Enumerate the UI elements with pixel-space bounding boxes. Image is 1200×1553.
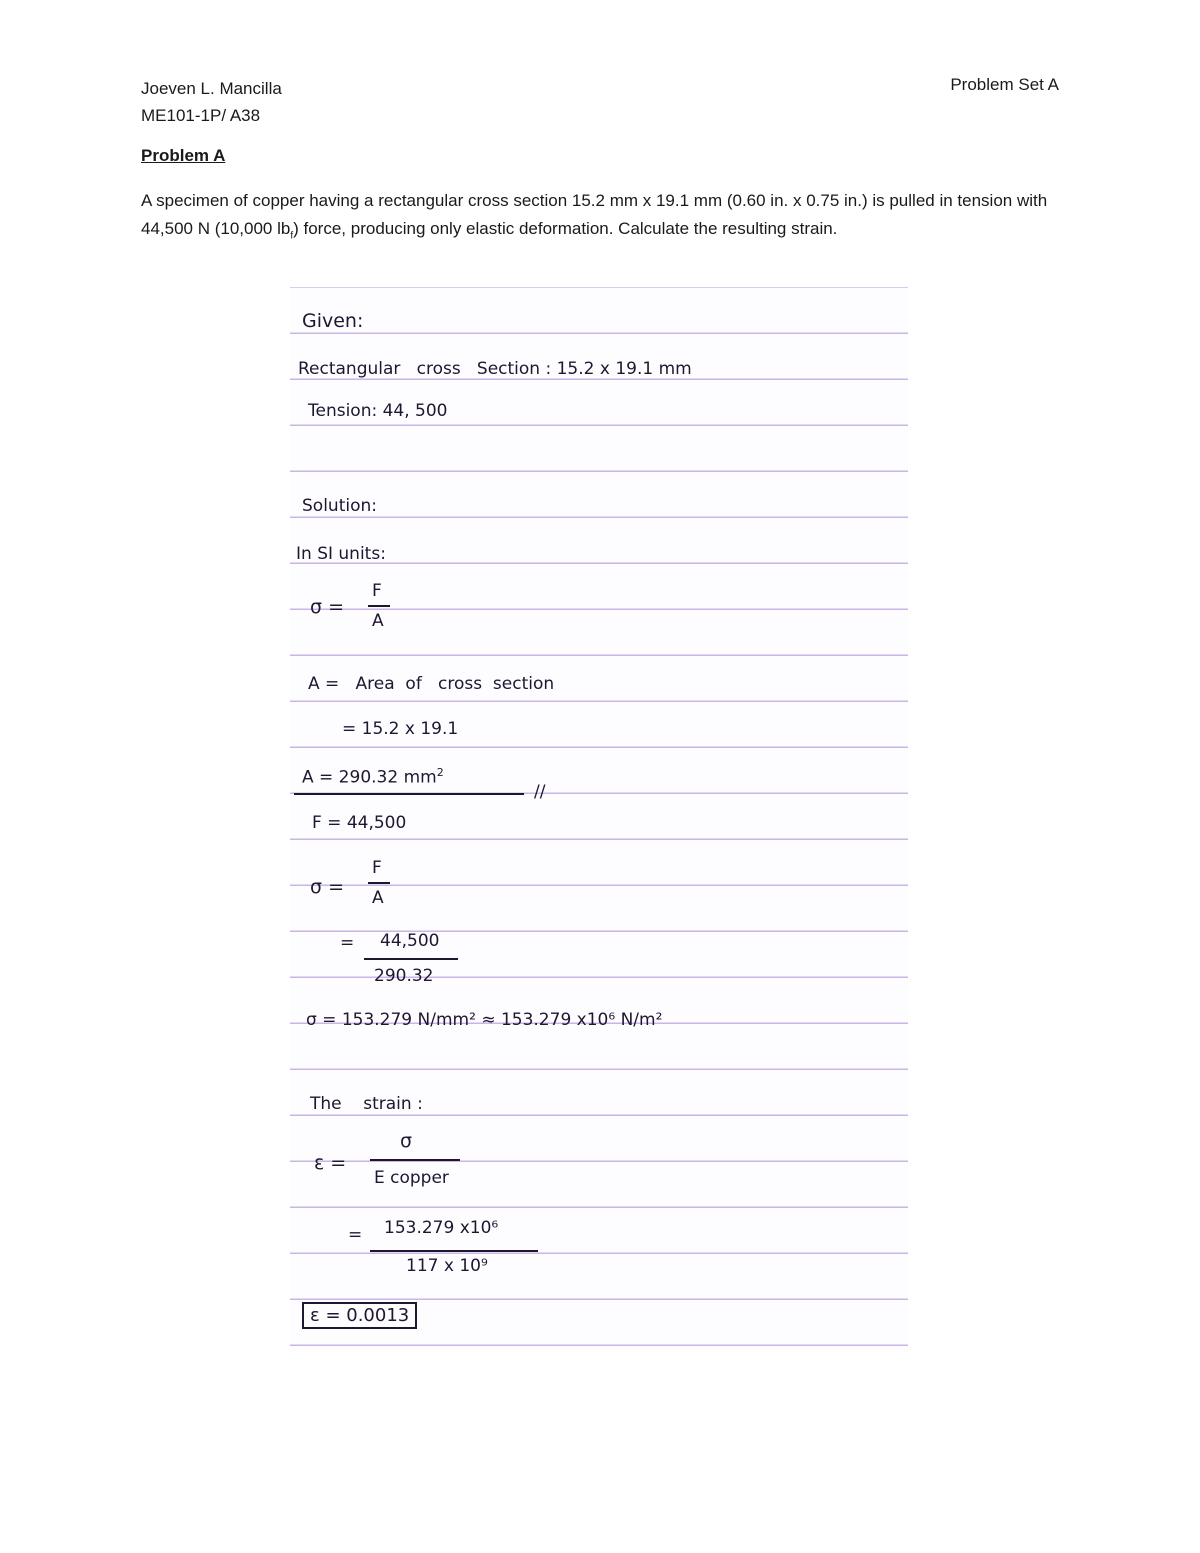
final-answer: ε = 0.0013 (302, 1302, 417, 1329)
sigma-den-2: A (372, 888, 384, 908)
equals-sign: = (340, 933, 355, 953)
sigma-def-lhs: σ = (310, 596, 345, 618)
strain-label: The strain : (310, 1094, 423, 1114)
epsilon-denominator: E copper (374, 1168, 449, 1188)
force-definition: F = 44,500 (312, 813, 407, 833)
student-name: Joeven L. Mancilla (141, 79, 282, 98)
given-label: Given: (302, 310, 364, 332)
handwritten-solution (290, 287, 908, 1353)
area-result: A = 290.32 $mm^2$ (302, 766, 444, 788)
problem-statement: A specimen of copper having a rectangular cross section 15.2 mm x 19.1 mm (0.60 in. x 0.75 in.) is pulled in tension with 44,500 N (10,000 $lb_f$) force, producing only elastic deformation. Calculate the resulting strain. (141, 191, 1048, 242)
student-info (141, 75, 282, 129)
sigma-num-2: F (372, 858, 382, 878)
solution-label: Solution: (302, 496, 377, 516)
strain-numerator: 153.279 x10⁶ (384, 1218, 499, 1238)
epsilon-lhs: ε = (314, 1152, 347, 1174)
fraction-bar (368, 882, 390, 884)
sigma-def-den: A (372, 611, 384, 631)
strain-denominator: 117 x 10⁹ (406, 1256, 488, 1276)
stress-denominator: 290.32 (374, 966, 434, 986)
area-definition: A = Area of cross section (308, 674, 555, 694)
problem-set-title: Problem Set A (950, 75, 1059, 94)
fraction-bar (364, 958, 458, 960)
given-tension: Tension: 44, 500 (308, 401, 448, 421)
given-rect: Rectangular cross Section : 15.2 x 19.1 mm (298, 359, 692, 379)
area-underline (294, 793, 524, 795)
fraction-bar (368, 605, 390, 607)
sigma-lhs-2: σ = (310, 876, 345, 898)
area-calculation: = 15.2 x 19.1 (342, 719, 459, 739)
double-slash: // (534, 782, 546, 802)
stress-numerator: 44,500 (380, 931, 440, 951)
course-code: ME101-1P/ A38 (141, 106, 261, 125)
equals-sign: = (348, 1225, 363, 1245)
fraction-bar (370, 1159, 460, 1161)
stress-result: σ = 153.279 N/mm² ≈ 153.279 x10⁶ N/m² (306, 1010, 663, 1030)
si-label: In SI units: (296, 544, 386, 564)
epsilon-numerator: σ (400, 1130, 413, 1152)
problem-title: Problem A (141, 146, 226, 165)
sigma-def-num: F (372, 581, 382, 601)
fraction-bar (370, 1250, 538, 1252)
